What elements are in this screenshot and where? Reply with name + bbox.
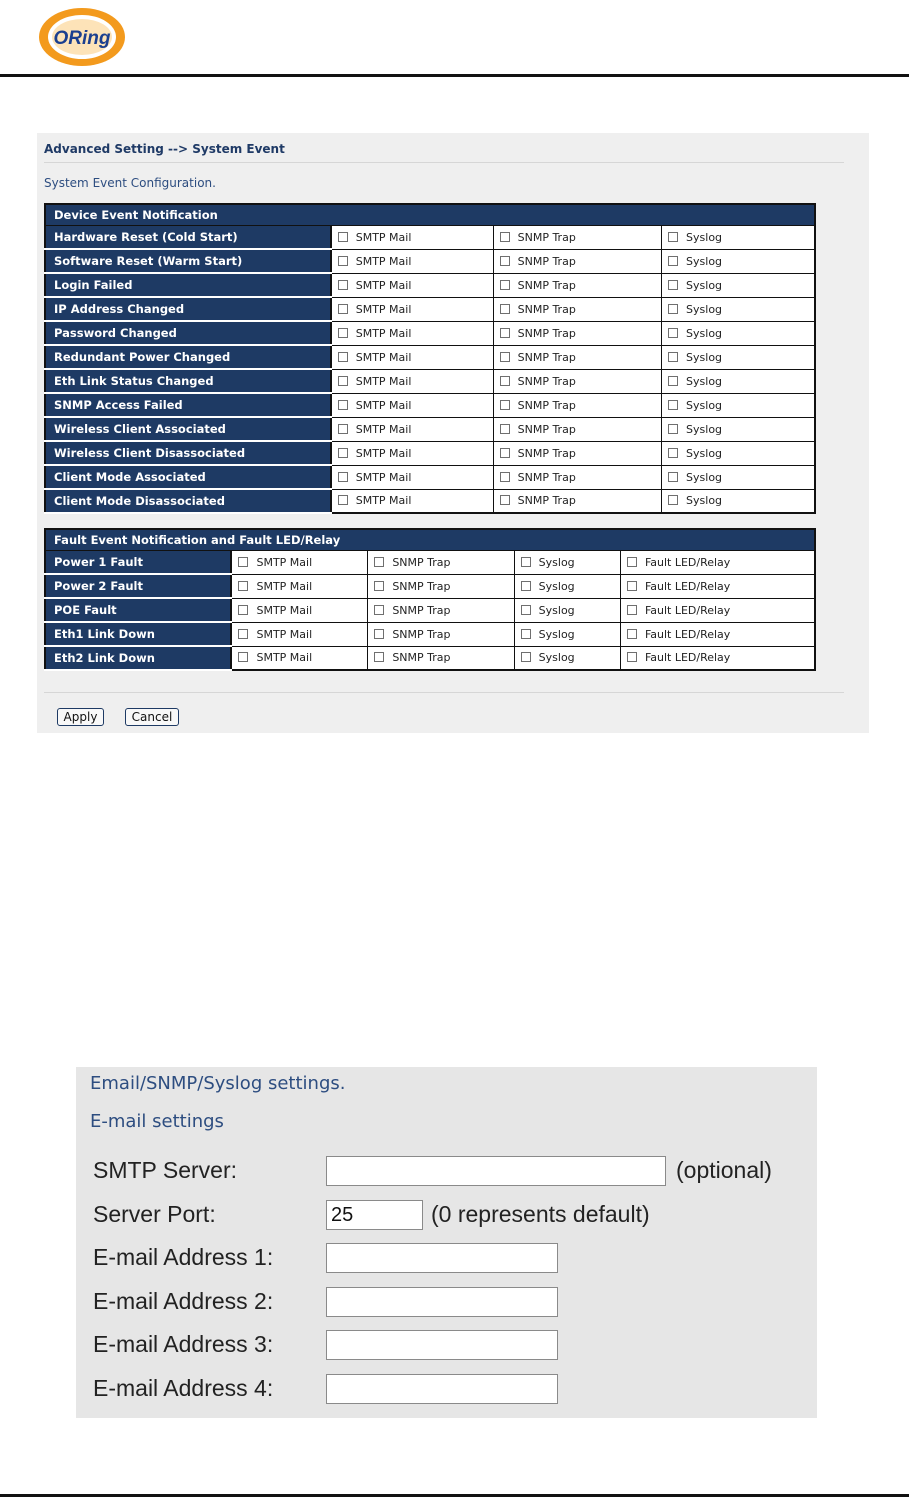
checkbox[interactable] xyxy=(338,352,348,362)
checkbox-label: Fault LED/Relay xyxy=(644,579,731,593)
option-cell xyxy=(331,393,493,417)
device-event-heading: Device Event Notification xyxy=(45,204,815,226)
checkbox-label: SMTP Mail xyxy=(256,651,313,665)
header-divider xyxy=(0,74,909,77)
option-cell xyxy=(368,622,514,646)
checkbox-label: Fault LED/Relay xyxy=(644,651,731,665)
option-cell xyxy=(662,345,815,369)
checkbox[interactable] xyxy=(338,280,348,290)
breadcrumb: Advanced Setting --> System Event xyxy=(44,142,285,156)
event-label: IP Address Changed xyxy=(45,297,331,321)
fault-event-row xyxy=(45,622,815,646)
event-label: SNMP Access Failed xyxy=(45,393,331,417)
divider xyxy=(44,162,844,163)
checkbox[interactable] xyxy=(338,328,348,338)
checkbox-label: Syslog xyxy=(538,603,575,617)
option-cell xyxy=(493,273,661,297)
checkbox-label: SMTP Mail xyxy=(256,627,313,641)
checkbox[interactable] xyxy=(521,629,531,639)
checkbox[interactable] xyxy=(338,495,348,505)
checkbox-label: SNMP Trap xyxy=(392,651,451,665)
event-label: Redundant Power Changed xyxy=(45,345,331,369)
checkbox-label: Fault LED/Relay xyxy=(644,603,731,617)
email-address-4-input[interactable] xyxy=(326,1374,558,1404)
apply-button[interactable]: Apply xyxy=(57,708,104,726)
checkbox-label: SNMP Trap xyxy=(517,230,576,244)
option-cell xyxy=(662,226,815,250)
option-cell xyxy=(368,598,514,622)
option-cell xyxy=(231,574,367,598)
option-cell xyxy=(662,489,815,513)
option-cell xyxy=(331,226,493,250)
option-cell xyxy=(368,574,514,598)
device-event-row xyxy=(45,321,815,345)
checkbox[interactable] xyxy=(500,328,510,338)
email-settings-panel xyxy=(76,1067,817,1418)
option-cell xyxy=(368,646,514,670)
checkbox-label: Syslog xyxy=(538,651,575,665)
event-label: Wireless Client Disassociated xyxy=(45,441,331,465)
device-event-row xyxy=(45,393,815,417)
checkbox-label: SMTP Mail xyxy=(355,278,412,292)
email-address-1-input[interactable] xyxy=(326,1243,558,1273)
checkbox-label: SNMP Trap xyxy=(392,627,451,641)
checkbox[interactable] xyxy=(500,424,510,434)
checkbox-label: SNMP Trap xyxy=(517,350,576,364)
checkbox-label: SNMP Trap xyxy=(392,555,451,569)
divider xyxy=(44,692,844,693)
email-settings-subtitle: E-mail settings xyxy=(90,1111,224,1132)
device-event-row xyxy=(45,441,815,465)
checkbox[interactable] xyxy=(338,232,348,242)
option-cell xyxy=(493,417,661,441)
option-cell xyxy=(662,465,815,489)
checkbox-label: SMTP Mail xyxy=(355,326,412,340)
checkbox[interactable] xyxy=(338,304,348,314)
server-port-label: Server Port: xyxy=(93,1201,216,1227)
checkbox-label: SMTP Mail xyxy=(355,302,412,316)
option-cell xyxy=(662,393,815,417)
device-event-row xyxy=(45,249,815,273)
fault-event-table xyxy=(44,528,816,671)
email-address-2-label: E-mail Address 2: xyxy=(93,1288,274,1314)
option-cell xyxy=(231,646,367,670)
checkbox-label: SNMP Trap xyxy=(517,254,576,268)
event-label: Wireless Client Associated xyxy=(45,417,331,441)
checkbox[interactable] xyxy=(238,605,248,615)
checkbox-label: SMTP Mail xyxy=(355,374,412,388)
device-event-table xyxy=(44,203,816,514)
option-cell xyxy=(493,393,661,417)
option-cell xyxy=(331,369,493,393)
checkbox-label: Syslog xyxy=(686,230,723,244)
event-label: POE Fault xyxy=(45,598,231,622)
checkbox[interactable] xyxy=(668,304,678,314)
option-cell xyxy=(662,297,815,321)
checkbox-label: Syslog xyxy=(686,302,723,316)
checkbox[interactable] xyxy=(627,581,637,591)
option-cell xyxy=(331,345,493,369)
event-label: Client Mode Disassociated xyxy=(45,489,331,513)
option-cell xyxy=(620,646,815,670)
option-cell xyxy=(331,273,493,297)
checkbox-label: Syslog xyxy=(686,494,723,508)
smtp-server-hint: (optional) xyxy=(676,1157,772,1183)
option-cell xyxy=(514,598,620,622)
email-address-3-label: E-mail Address 3: xyxy=(93,1331,274,1357)
checkbox[interactable] xyxy=(374,557,384,567)
checkbox[interactable] xyxy=(668,495,678,505)
checkbox[interactable] xyxy=(627,605,637,615)
option-cell xyxy=(231,551,367,575)
checkbox[interactable] xyxy=(500,280,510,290)
option-cell xyxy=(493,345,661,369)
option-cell xyxy=(620,574,815,598)
option-cell xyxy=(493,297,661,321)
checkbox[interactable] xyxy=(338,376,348,386)
email-address-2-input[interactable] xyxy=(326,1287,558,1317)
oring-logo xyxy=(36,4,126,68)
checkbox-label: SMTP Mail xyxy=(256,555,313,569)
checkbox-label: SNMP Trap xyxy=(517,470,576,484)
option-cell xyxy=(514,646,620,670)
checkbox-label: Syslog xyxy=(686,326,723,340)
checkbox[interactable] xyxy=(338,256,348,266)
option-cell xyxy=(662,441,815,465)
option-cell xyxy=(493,465,661,489)
checkbox[interactable] xyxy=(500,352,510,362)
checkbox[interactable] xyxy=(374,581,384,591)
option-cell xyxy=(662,273,815,297)
checkbox-label: SNMP Trap xyxy=(517,446,576,460)
checkbox[interactable] xyxy=(374,605,384,615)
event-label: Power 1 Fault xyxy=(45,551,231,575)
checkbox-label: SMTP Mail xyxy=(355,350,412,364)
checkbox[interactable] xyxy=(627,629,637,639)
checkbox[interactable] xyxy=(500,472,510,482)
checkbox-label: SMTP Mail xyxy=(355,254,412,268)
checkbox-label: SNMP Trap xyxy=(517,302,576,316)
event-label: Login Failed xyxy=(45,273,331,297)
checkbox[interactable] xyxy=(521,581,531,591)
settings-title: Email/SNMP/Syslog settings. xyxy=(90,1073,346,1094)
email-address-1-label: E-mail Address 1: xyxy=(93,1244,274,1270)
option-cell xyxy=(331,249,493,273)
checkbox[interactable] xyxy=(627,652,637,662)
checkbox[interactable] xyxy=(521,652,531,662)
device-event-row xyxy=(45,273,815,297)
event-label: Eth2 Link Down xyxy=(45,646,231,670)
checkbox[interactable] xyxy=(668,424,678,434)
checkbox[interactable] xyxy=(338,448,348,458)
checkbox-label: SMTP Mail xyxy=(355,494,412,508)
checkbox-label: SNMP Trap xyxy=(517,374,576,388)
checkbox-label: Syslog xyxy=(686,398,723,412)
checkbox[interactable] xyxy=(668,448,678,458)
option-cell xyxy=(662,321,815,345)
option-cell xyxy=(662,249,815,273)
checkbox[interactable] xyxy=(668,328,678,338)
event-label: Password Changed xyxy=(45,321,331,345)
checkbox-label: SMTP Mail xyxy=(355,422,412,436)
option-cell xyxy=(662,417,815,441)
checkbox[interactable] xyxy=(500,256,510,266)
email-address-3-input[interactable] xyxy=(326,1330,558,1360)
option-cell xyxy=(493,489,661,513)
checkbox[interactable] xyxy=(521,557,531,567)
checkbox[interactable] xyxy=(668,376,678,386)
checkbox-label: Syslog xyxy=(686,254,723,268)
checkbox-label: SMTP Mail xyxy=(355,446,412,460)
checkbox[interactable] xyxy=(338,424,348,434)
checkbox[interactable] xyxy=(521,605,531,615)
smtp-server-label: SMTP Server: xyxy=(93,1157,237,1183)
checkbox-label: SMTP Mail xyxy=(355,398,412,412)
fault-event-heading: Fault Event Notification and Fault LED/Relay xyxy=(45,529,815,551)
checkbox-label: SNMP Trap xyxy=(517,326,576,340)
checkbox[interactable] xyxy=(500,495,510,505)
checkbox-label: Fault LED/Relay xyxy=(644,555,731,569)
fault-event-row xyxy=(45,598,815,622)
checkbox[interactable] xyxy=(668,280,678,290)
logo-text: ORing xyxy=(53,28,111,49)
option-cell xyxy=(493,321,661,345)
option-cell xyxy=(620,551,815,575)
option-cell xyxy=(331,297,493,321)
option-cell xyxy=(493,369,661,393)
checkbox[interactable] xyxy=(668,352,678,362)
option-cell xyxy=(331,465,493,489)
option-cell xyxy=(331,417,493,441)
checkbox[interactable] xyxy=(338,400,348,410)
checkbox[interactable] xyxy=(338,472,348,482)
device-event-row xyxy=(45,297,815,321)
fault-event-row xyxy=(45,646,815,670)
checkbox-label: SNMP Trap xyxy=(517,398,576,412)
checkbox[interactable] xyxy=(238,557,248,567)
option-cell xyxy=(493,249,661,273)
fault-event-row xyxy=(45,574,815,598)
checkbox[interactable] xyxy=(238,581,248,591)
device-event-row xyxy=(45,417,815,441)
checkbox[interactable] xyxy=(668,400,678,410)
checkbox[interactable] xyxy=(500,232,510,242)
checkbox-label: Syslog xyxy=(538,579,575,593)
checkbox-label: SMTP Mail xyxy=(256,603,313,617)
device-event-row xyxy=(45,345,815,369)
option-cell xyxy=(620,622,815,646)
checkbox-label: SNMP Trap xyxy=(517,494,576,508)
event-label: Eth1 Link Down xyxy=(45,622,231,646)
device-event-row xyxy=(45,226,815,250)
footer-divider xyxy=(0,1494,909,1497)
checkbox-label: SMTP Mail xyxy=(355,470,412,484)
email-address-4-label: E-mail Address 4: xyxy=(93,1375,274,1401)
option-cell xyxy=(331,441,493,465)
checkbox[interactable] xyxy=(668,256,678,266)
checkbox[interactable] xyxy=(238,652,248,662)
checkbox-label: Syslog xyxy=(538,627,575,641)
checkbox-label: SNMP Trap xyxy=(517,278,576,292)
checkbox[interactable] xyxy=(668,472,678,482)
event-label: Power 2 Fault xyxy=(45,574,231,598)
option-cell xyxy=(493,441,661,465)
checkbox-label: SMTP Mail xyxy=(256,579,313,593)
checkbox[interactable] xyxy=(668,232,678,242)
checkbox-label: SNMP Trap xyxy=(392,603,451,617)
device-event-row xyxy=(45,465,815,489)
page-title: System Event Configuration. xyxy=(44,176,216,190)
checkbox-label: Syslog xyxy=(538,555,575,569)
checkbox-label: Syslog xyxy=(686,350,723,364)
event-label: Eth Link Status Changed xyxy=(45,369,331,393)
event-label: Client Mode Associated xyxy=(45,465,331,489)
event-label: Software Reset (Warm Start) xyxy=(45,249,331,273)
option-cell xyxy=(514,622,620,646)
option-cell xyxy=(331,489,493,513)
option-cell xyxy=(493,226,661,250)
checkbox-label: Syslog xyxy=(686,374,723,388)
device-event-row xyxy=(45,489,815,513)
server-port-hint: (0 represents default) xyxy=(431,1201,650,1227)
smtp-server-input[interactable] xyxy=(326,1156,666,1186)
checkbox-label: Fault LED/Relay xyxy=(644,627,731,641)
option-cell xyxy=(231,622,367,646)
checkbox-label: SNMP Trap xyxy=(392,579,451,593)
event-label: Hardware Reset (Cold Start) xyxy=(45,226,331,250)
checkbox[interactable] xyxy=(500,448,510,458)
cancel-button[interactable]: Cancel xyxy=(125,708,179,726)
checkbox[interactable] xyxy=(500,400,510,410)
option-cell xyxy=(662,369,815,393)
system-event-panel xyxy=(37,133,869,733)
checkbox-label: SMTP Mail xyxy=(355,230,412,244)
option-cell xyxy=(514,574,620,598)
checkbox[interactable] xyxy=(238,629,248,639)
checkbox-label: Syslog xyxy=(686,470,723,484)
device-event-row xyxy=(45,369,815,393)
option-cell xyxy=(231,598,367,622)
option-cell xyxy=(331,321,493,345)
checkbox-label: Syslog xyxy=(686,278,723,292)
option-cell xyxy=(514,551,620,575)
checkbox-label: Syslog xyxy=(686,422,723,436)
checkbox[interactable] xyxy=(374,629,384,639)
checkbox-label: Syslog xyxy=(686,446,723,460)
checkbox[interactable] xyxy=(500,304,510,314)
checkbox[interactable] xyxy=(627,557,637,567)
option-cell xyxy=(368,551,514,575)
checkbox-label: SNMP Trap xyxy=(517,422,576,436)
fault-event-row xyxy=(45,551,815,575)
server-port-input[interactable]: 25 xyxy=(326,1200,423,1230)
checkbox[interactable] xyxy=(500,376,510,386)
checkbox[interactable] xyxy=(374,652,384,662)
option-cell xyxy=(620,598,815,622)
